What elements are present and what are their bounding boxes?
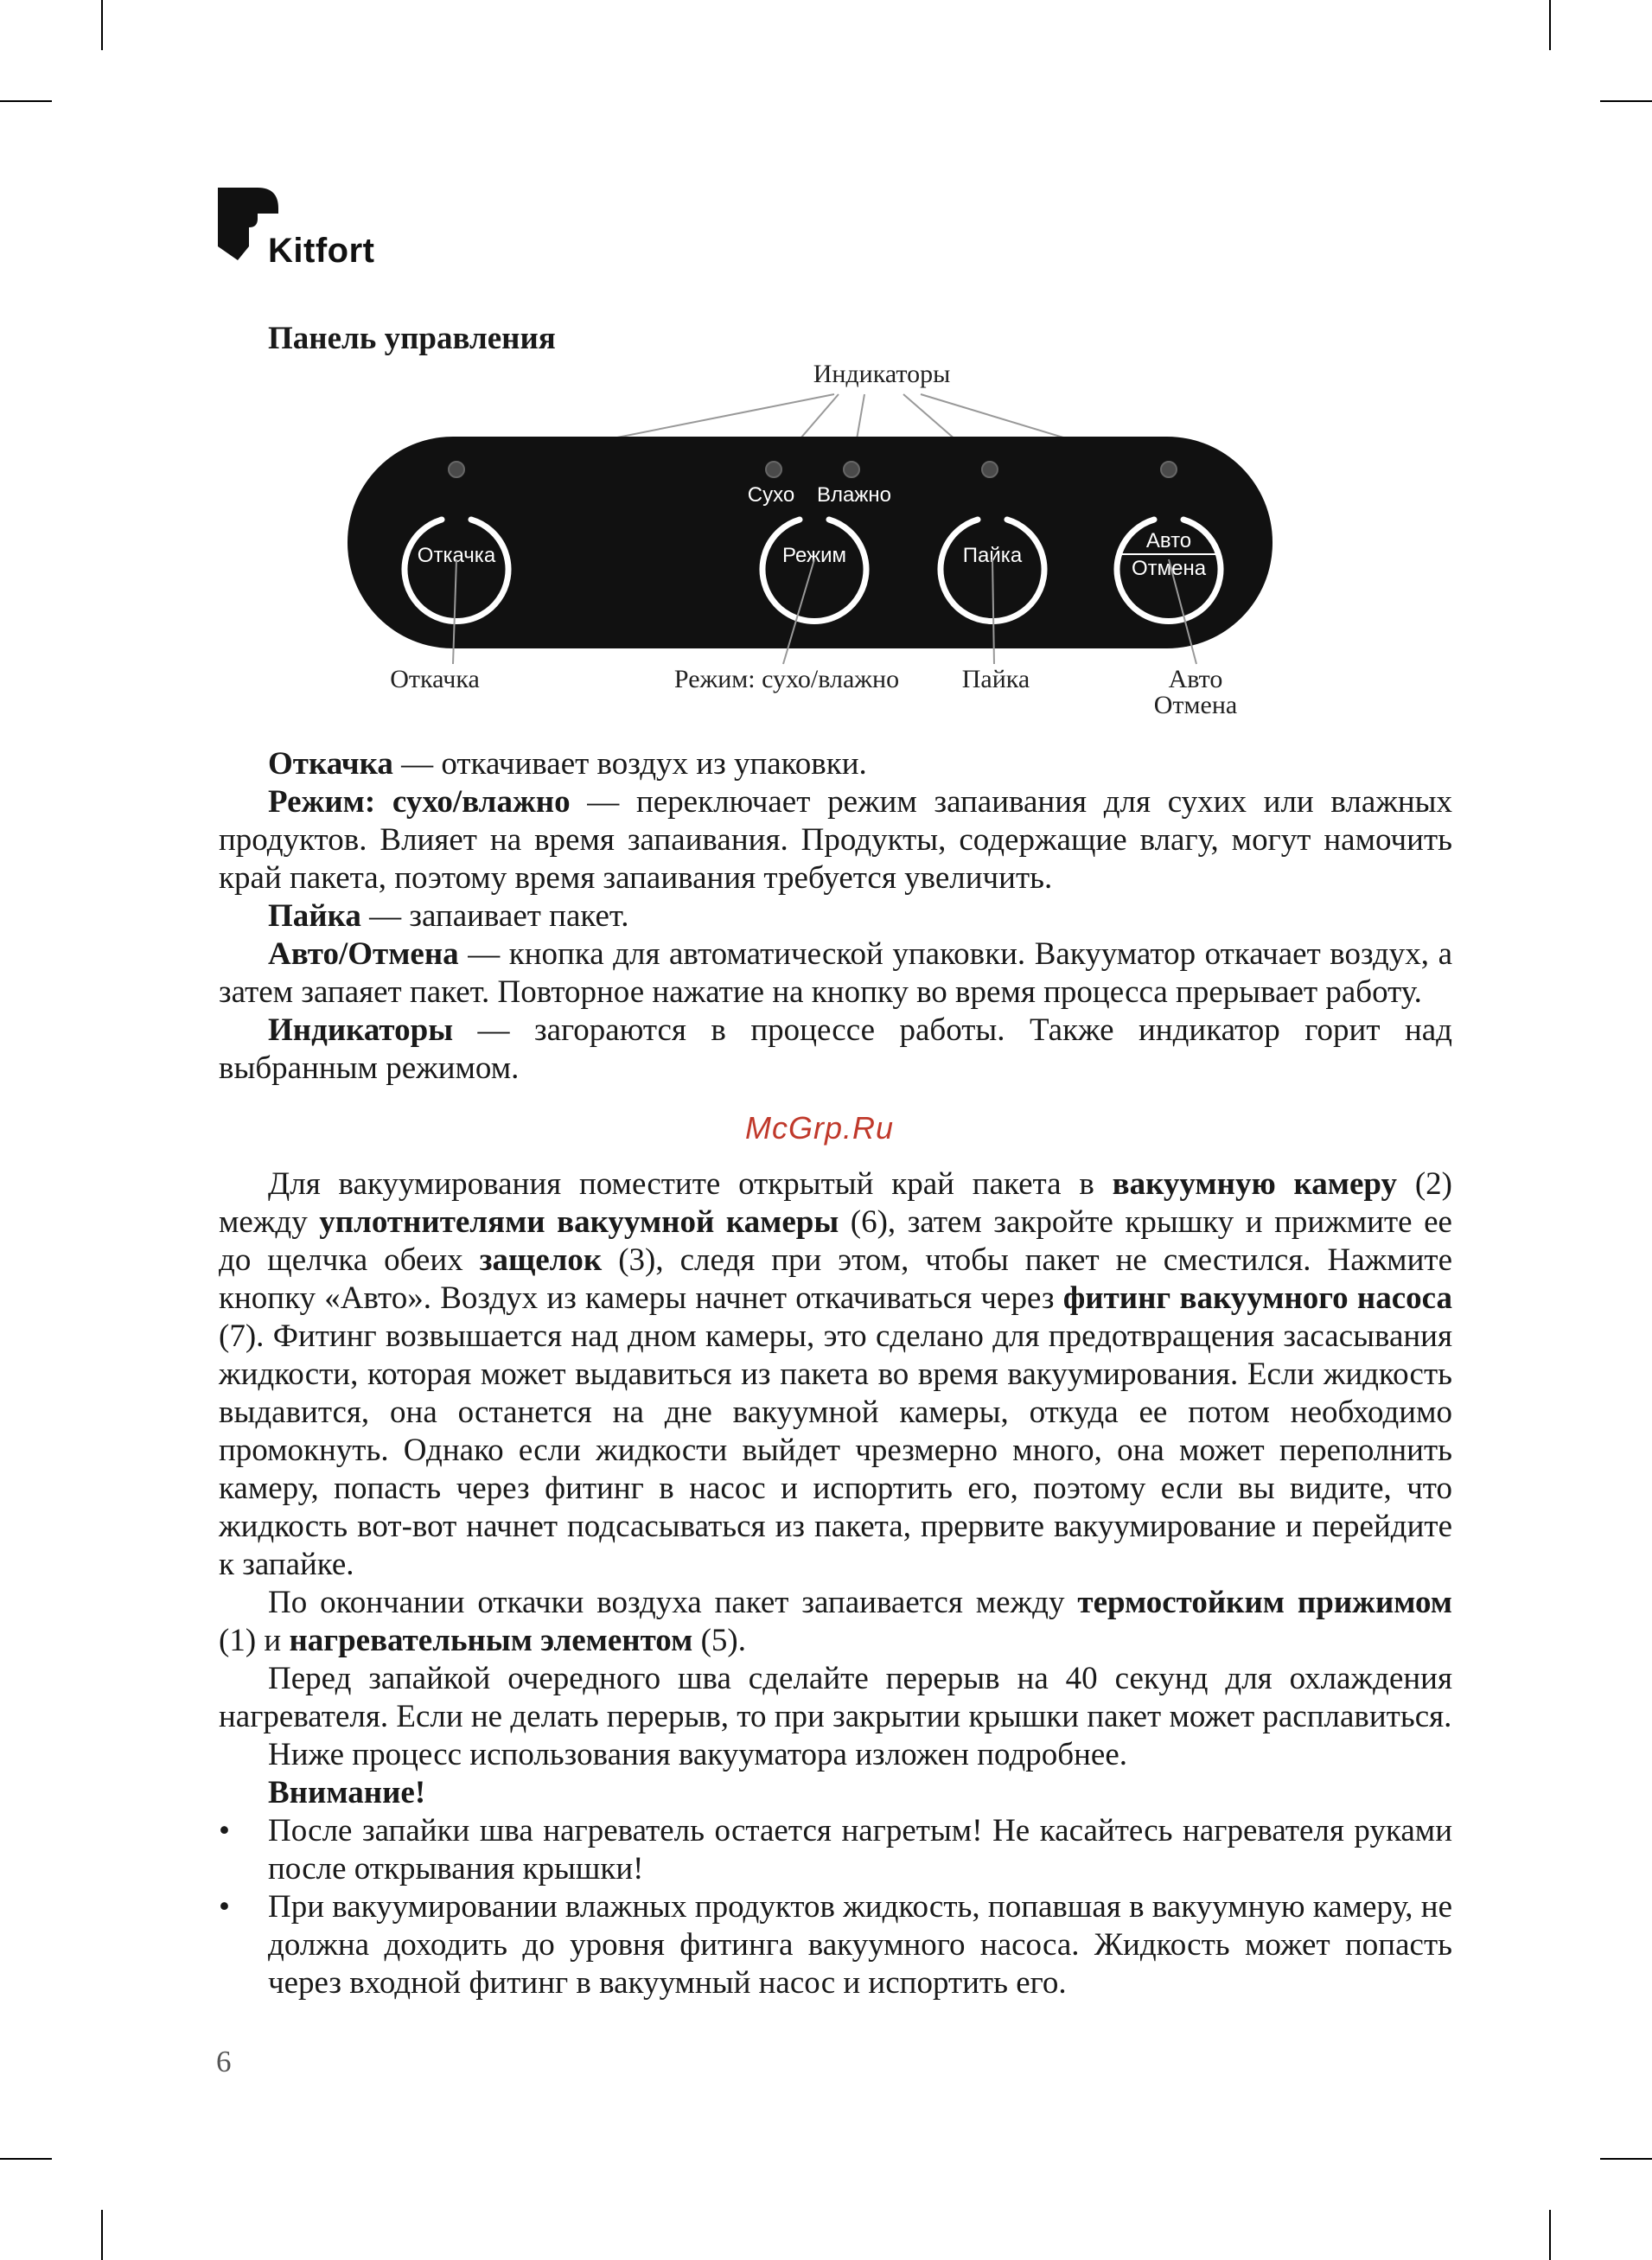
pump-button[interactable]: Откачка bbox=[417, 544, 496, 567]
warning-list bbox=[219, 1812, 1452, 2002]
crop-mark bbox=[1600, 2158, 1652, 2160]
pump-callout: Откачка bbox=[390, 665, 480, 693]
indicator-pump bbox=[449, 462, 464, 477]
section-title: Панель управления bbox=[268, 321, 556, 356]
seal-callout: Пайка bbox=[961, 665, 1030, 693]
auto-button[interactable]: Авто bbox=[1145, 529, 1192, 552]
crop-mark bbox=[0, 100, 52, 102]
seal-button[interactable]: Пайка bbox=[962, 544, 1023, 567]
indicator-auto bbox=[1161, 462, 1177, 477]
button-descriptions bbox=[219, 745, 1452, 1088]
watermark: McGrp.Ru bbox=[745, 1110, 895, 1146]
dry-label: Сухо bbox=[747, 483, 795, 507]
paragraph-sealing: По окончании откачки воздуха пакет запаивается между термостойким прижимом (1) и нагревательным элементом (5). bbox=[219, 1585, 1452, 1658]
paragraph-vacuum: Для вакуумирования поместите открытый край пакета в вакуумную камеру (2) между уплотнителями вакуумной камеры (6), затем закройте крышку и прижмите ее до щелчка обеих защелок (3), следя при этом, чтобы пакет не сместился. Нажмите кнопку «Авто». Воздух из камеры начнет откачиваться через фитинг вакуумного насоса (7). Фитинг возвышается над дном камеры, это сделано для предотвращения засасывания жидкости, которая может выдавиться из пакета во время вакуумирования. Если жидкость выдавится, она останется на дне вакуумной камеры, откуда ее потом необходимо промокнуть. Однако если жидкости выйдет чрезмерно много, она может переполнить камеру, попасть через фитинг в насос и испортить его, поэтому если вы видите, что жидкость вот-вот начнет подсасываться из пакета, прервите вакуумирование и перейдите к запайке. bbox=[219, 1166, 1452, 1582]
description-indicators: Индикаторы — загораются в процессе работы. Также индикатор горит над выбранным режимом. bbox=[219, 1012, 1452, 1086]
cancel-callout: Отмена bbox=[1153, 691, 1238, 719]
description-seal: Пайка — запаивает пакет. bbox=[268, 898, 629, 934]
page-number: 6 bbox=[216, 2045, 232, 2078]
description-pump: Откачка — откачивает воздух из упаковки. bbox=[268, 746, 867, 782]
brand-name: Kitfort bbox=[268, 232, 375, 270]
indicators-label: Индикаторы bbox=[813, 360, 951, 388]
mode-button[interactable]: Режим bbox=[782, 544, 846, 567]
crop-mark bbox=[1549, 0, 1551, 50]
warning-title: Внимание! bbox=[268, 1775, 426, 1810]
crop-mark bbox=[101, 0, 103, 50]
crop-mark bbox=[1600, 100, 1652, 102]
description-mode: Режим: сухо/влажно — переключает режим запаивания для сухих или влажных продуктов. Влияет на время запаивания. Продукты, содержащие влагу, могут намочить край пакета, поэтому время запаивания требуется увеличить. bbox=[219, 784, 1452, 896]
indicator-seal bbox=[982, 462, 998, 477]
usage-instructions bbox=[219, 1165, 1452, 2002]
indicator-dry bbox=[766, 462, 781, 477]
paragraph-details: Ниже процесс использования вакууматора изложен подробнее. bbox=[268, 1737, 1127, 1772]
cancel-button[interactable]: Отмена bbox=[1131, 557, 1207, 580]
crop-mark bbox=[1549, 2210, 1551, 2260]
auto-callout: Авто bbox=[1168, 665, 1223, 693]
control-panel-diagram bbox=[0, 346, 1652, 735]
crop-mark bbox=[0, 2158, 52, 2160]
wet-label: Влажно bbox=[816, 483, 892, 507]
list-item: • При вакуумировании влажных продуктов жидкость, попавшая в вакуумную камеру, не должна доходить до уровня фитинга вакуумного насоса. Жидкость может попасть через входной фитинг в вакуумный насос и испортить его. bbox=[219, 1888, 1452, 2002]
indicator-wet bbox=[844, 462, 859, 477]
list-item: • После запайки шва нагреватель остается нагретым! Не касайтесь нагревателя руками после открывания крышки! bbox=[219, 1812, 1452, 1888]
paragraph-cooling: Перед запайкой очередного шва сделайте перерыв на 40 секунд для охлаждения нагревателя. Если не делать перерыв, то при закрытии крышки пакет может расплавиться. bbox=[219, 1661, 1452, 1734]
crop-mark bbox=[101, 2210, 103, 2260]
description-auto: Авто/Отмена — кнопка для автоматической упаковки. Вакууматор откачает воздух, а затем запаяет пакет. Повторное нажатие на кнопку во время процесса прерывает работу. bbox=[219, 936, 1452, 1010]
control-panel bbox=[348, 437, 1272, 648]
mode-callout: Режим: сухо/влажно bbox=[673, 665, 900, 693]
